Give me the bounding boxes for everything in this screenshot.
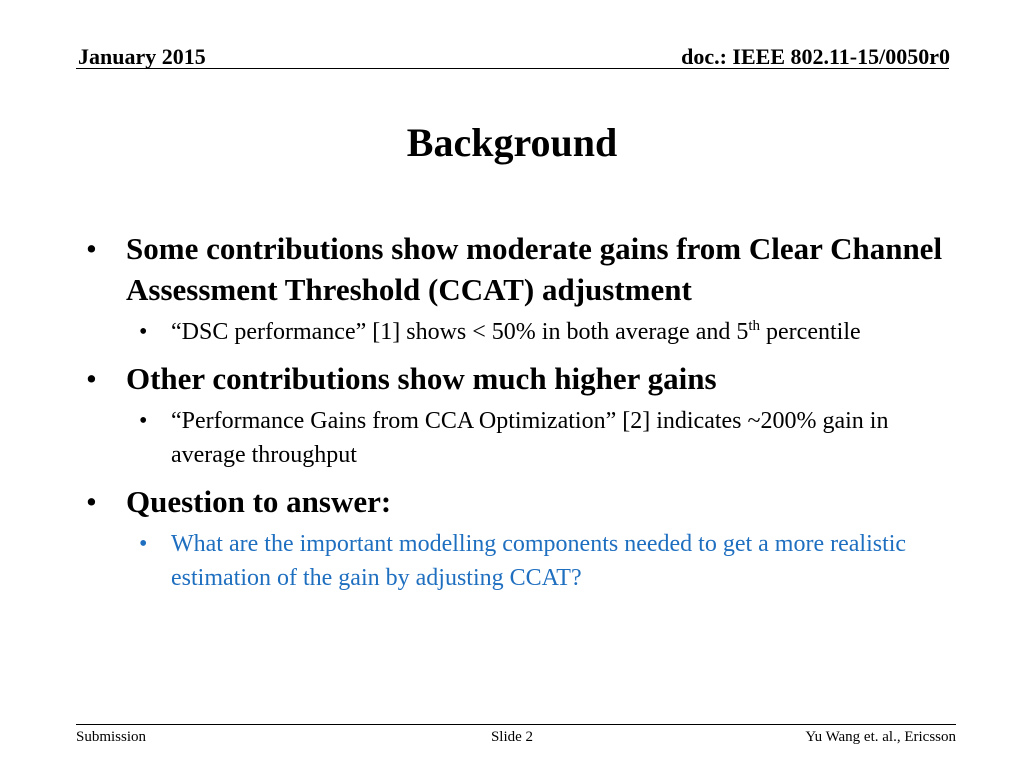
bullet-3-text: Question to answer: [126,484,392,519]
header-divider [76,68,949,69]
header-doc-id: doc.: IEEE 802.11-15/0050r0 [681,44,950,69]
bullet-2-marker: • [86,361,97,396]
bullet-3-marker: • [86,484,97,519]
footer-divider [76,724,956,725]
sub-bullet-1-marker: • [139,319,148,345]
bullet-1-marker: • [86,231,97,266]
sub-bullet-3 [84,527,964,595]
sub-bullet-1 [84,315,964,349]
sub-bullet-2-marker: • [139,408,148,434]
bullet-1-text: Some contributions show moderate gains from Clear Channel Assessment Threshold (CCAT) adjustment [126,231,943,307]
sub-bullet-1-text-b: percentile [760,319,861,345]
bullet-3 [84,481,964,522]
sub-bullet-1-superscript: th [748,318,761,334]
bullet-2-text: Other contributions show much higher gains [126,361,717,396]
footer-slide-number: Slide 2 [490,729,534,745]
slide-title: Background [406,120,618,165]
sub-bullet-3-text: What are the important modelling components needed to get a more realistic estimation of the gain by adjusting CCAT? [171,531,907,591]
footer-submission: Submission [76,729,147,745]
bullet-1 [84,228,964,310]
sub-bullet-2 [84,404,964,472]
bullet-2 [84,358,964,399]
header-date: January 2015 [78,44,206,69]
slide-body [84,228,964,595]
sub-bullet-3-marker: • [139,531,148,557]
footer-author: Yu Wang et. al., Ericsson [805,729,956,745]
sub-bullet-1-text-a: “DSC performance” [1] shows < 50% in both average and 5 [171,319,749,345]
sub-bullet-2-text: “Performance Gains from CCA Optimization” [2] indicates ~200% gain in average throughput [171,408,889,468]
